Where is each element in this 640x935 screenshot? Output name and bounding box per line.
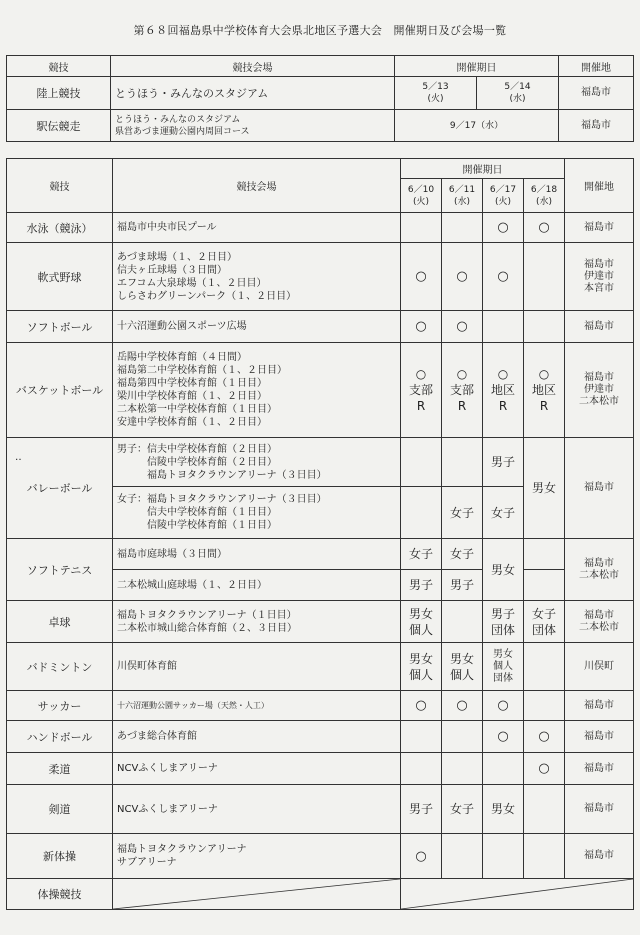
softtennis-mark: 女子	[401, 539, 442, 570]
held-mark: ○	[483, 213, 524, 243]
sport-artistic: 体操競技	[7, 879, 113, 910]
city-judo: 福島市	[565, 753, 634, 785]
venue-artistic-empty	[113, 879, 401, 910]
date-9-17: 9／17（水）	[395, 110, 559, 142]
sport-volleyball: ‥ バレーボール	[7, 438, 113, 539]
city-kendo: 福島市	[565, 785, 634, 834]
city-volleyball: 福島市	[565, 438, 634, 539]
volleyball-girls-mark: 女子	[483, 487, 524, 539]
city-baseball: 福島市 伊達市 本宮市	[565, 243, 634, 311]
venue-soccer: 十六沼運動公園サッカー場（天然・人工）	[113, 691, 401, 721]
date-5-13: 5／13 (火)	[395, 77, 477, 110]
city-swim: 福島市	[565, 213, 634, 243]
date-6-18: 6／18 (水)	[524, 179, 565, 213]
venue-swim: 福島市中央市民プール	[113, 213, 401, 243]
city-track: 福島市	[559, 77, 634, 110]
venue-handball: あづま総合体育館	[113, 721, 401, 753]
date-6-10: 6／10 (火)	[401, 179, 442, 213]
date-5-14: 5／14 (水)	[477, 77, 559, 110]
kendo-mark: 男子	[401, 785, 442, 834]
softtennis-mark: 男女	[483, 539, 524, 601]
venue-volleyball-boys: 男子：信夫中学校体育館（２日目） 信陵中学校体育館（２日目） 福島トヨタクラウンアリーナ（３日目）	[113, 438, 401, 487]
sport-kendo: 剣道	[7, 785, 113, 834]
softtennis-mark: 男子	[442, 570, 483, 601]
sport-track: 陸上競技	[7, 77, 111, 110]
date-6-11: 6／11 (水)	[442, 179, 483, 213]
held-mark: ○	[483, 691, 524, 721]
softtennis-mark: 男子	[401, 570, 442, 601]
held-mark: ○	[442, 243, 483, 311]
tabletennis-mark: 男子 団体	[483, 601, 524, 643]
basketball-day2: ○ 支部 R	[442, 343, 483, 438]
badminton-mark: 男女 個人 団体	[483, 643, 524, 691]
header-sport: 競技	[7, 159, 113, 213]
diagonal-strike	[401, 879, 633, 909]
date-6-17: 6／17 (火)	[483, 179, 524, 213]
basketball-day1: ○ 支部 R	[401, 343, 442, 438]
sport-judo: 柔道	[7, 753, 113, 785]
held-mark: ○	[483, 243, 524, 311]
sport-soccer: サッカー	[7, 691, 113, 721]
city-softtennis: 福島市 二本松市	[565, 539, 634, 601]
header-city: 開催地	[565, 159, 634, 213]
venue-kendo: NCVふくしまアリーナ	[113, 785, 401, 834]
page-title: 第６８回福島県中学校体育大会県北地区予選大会 開催期日及び会場一覧	[133, 24, 507, 37]
sport-swim: 水泳（競泳）	[7, 213, 113, 243]
held-mark: ○	[401, 834, 442, 879]
kendo-mark: 男女	[483, 785, 524, 834]
venue-baseball: あづま球場（１、２日目） 信夫ヶ丘球場（３日間） エフコム大泉球場（１、２日目） しらさわグリーンパーク（１、２日目）	[113, 243, 401, 311]
held-mark: ○	[524, 213, 565, 243]
venue-track: とうほう・みんなのスタジアム	[111, 77, 395, 110]
sport-handball: ハンドボール	[7, 721, 113, 753]
dots-mark: ‥	[15, 452, 22, 463]
held-mark: ○	[401, 243, 442, 311]
header-venue: 競技会場	[111, 56, 395, 77]
volleyball-girls-mark: 女子	[442, 487, 483, 539]
city-handball: 福島市	[565, 721, 634, 753]
softtennis-mark: 女子	[442, 539, 483, 570]
city-basketball: 福島市 伊達市 二本松市	[565, 343, 634, 438]
city-softball: 福島市	[565, 311, 634, 343]
athletics-schedule-table	[6, 55, 634, 142]
sport-rhythmic: 新体操	[7, 834, 113, 879]
city-tabletennis: 福島市 二本松市	[565, 601, 634, 643]
sport-tabletennis: 卓球	[7, 601, 113, 643]
tabletennis-mark: 男女 個人	[401, 601, 442, 643]
city-rhythmic: 福島市	[565, 834, 634, 879]
dates-artistic-empty	[401, 879, 634, 910]
sport-ekiden: 駅伝競走	[7, 110, 111, 142]
volleyball-boys-mark: 男子	[483, 438, 524, 487]
held-mark: ○	[524, 721, 565, 753]
city-badminton: 川俣町	[565, 643, 634, 691]
venue-basketball: 岳陽中学校体育館（４日間） 福島第二中学校体育館（１、２日目） 福島第四中学校体育館（１日目） 梁川中学校体育館（１、２日目） 二本松第一中学校体育館（１日目） 安達中学校体育館（１、２日目）	[113, 343, 401, 438]
basketball-day4: ○ 地区 R	[524, 343, 565, 438]
sport-basketball: バスケットボール	[7, 343, 113, 438]
city-soccer: 福島市	[565, 691, 634, 721]
diagonal-strike	[113, 879, 400, 909]
header-sport: 競技	[7, 56, 111, 77]
sport-softball: ソフトボール	[7, 311, 113, 343]
held-mark: ○	[442, 691, 483, 721]
venue-tabletennis: 福島トヨタクラウンアリーナ（１日目） 二本松市城山総合体育館（２、３日目）	[113, 601, 401, 643]
held-mark: ○	[442, 311, 483, 343]
venue-ekiden: とうほう・みんなのスタジアム 県営あづま運動公園内周回コース	[111, 110, 395, 142]
main-schedule-table	[6, 158, 634, 910]
city-ekiden: 福島市	[559, 110, 634, 142]
basketball-day3: ○ 地区 R	[483, 343, 524, 438]
venue-badminton: 川俣町体育館	[113, 643, 401, 691]
header-city: 開催地	[559, 56, 634, 77]
sport-badminton: バドミントン	[7, 643, 113, 691]
held-mark: ○	[483, 721, 524, 753]
badminton-mark: 男女 個人	[442, 643, 483, 691]
header-dates: 開催期日	[401, 159, 565, 179]
sport-softtennis: ソフトテニス	[7, 539, 113, 601]
venue-volleyball-girls: 女子：福島トヨタクラウンアリーナ（３日目） 信夫中学校体育館（１日目） 信陵中学校体育館（１日目）	[113, 487, 401, 539]
badminton-mark: 男女 個人	[401, 643, 442, 691]
held-mark: ○	[401, 311, 442, 343]
header-dates: 開催期日	[395, 56, 559, 77]
kendo-mark: 女子	[442, 785, 483, 834]
header-venue: 競技会場	[113, 159, 401, 213]
volleyball-day4-mark: 男女	[524, 438, 565, 539]
venue-rhythmic: 福島トヨタクラウンアリーナ サブアリーナ	[113, 834, 401, 879]
held-mark: ○	[524, 753, 565, 785]
venue-softball: 十六沼運動公園スポーツ広場	[113, 311, 401, 343]
held-mark: ○	[401, 691, 442, 721]
tabletennis-mark: 女子 団体	[524, 601, 565, 643]
venue-softtennis-1: 福島市庭球場（３日間）	[113, 539, 401, 570]
venue-judo: NCVふくしまアリーナ	[113, 753, 401, 785]
sport-baseball: 軟式野球	[7, 243, 113, 311]
venue-softtennis-2: 二本松城山庭球場（１、２日目）	[113, 570, 401, 601]
